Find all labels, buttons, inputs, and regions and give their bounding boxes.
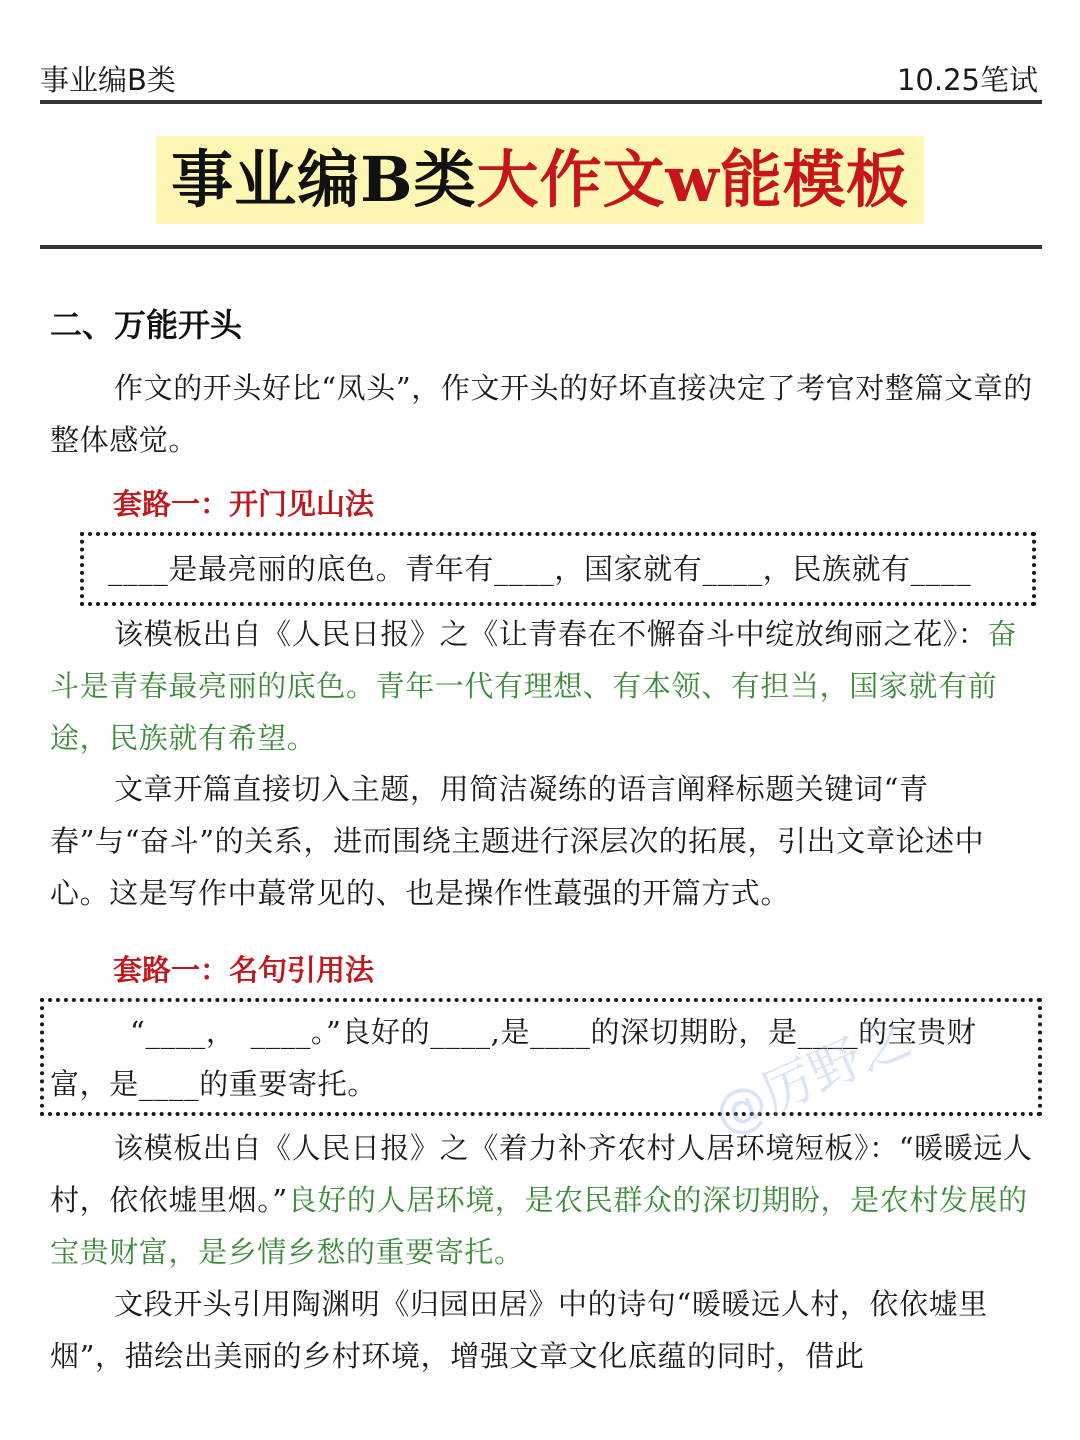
header-right-label: 10.25笔试 — [896, 63, 1038, 97]
route1-template-box — [80, 532, 1036, 606]
route1-source-prefix: 该模板出自《人民日报》之《让青春在不懈奋斗中绽放绚丽之花》： — [114, 617, 988, 651]
route1-analysis: 文章开篇直接切入主题，用简洁凝练的语言阐释标题关键词“青春”与“奋斗”的关系，进而围绕主题进行深层次的拓展，引出文章论述中心。这是写作中蕞常见的、也是操作性蕞强的开篇方式。 — [50, 772, 985, 910]
route2-source-quote: 良好的人居环境，是农民群众的深切期盼，是农村发展的宝贵财富，是乡情乡愁的重要寄托。 — [50, 1183, 1028, 1269]
section-heading: 二、万能开头 — [50, 306, 243, 344]
route2-label: 套路一：名句引用法 — [113, 953, 375, 987]
route2-template-text: “____， ____。”良好的____,是____的深切期盼，是____的宝贵财富，是____的重要寄托。 — [50, 1015, 977, 1101]
page-header — [40, 52, 1042, 100]
route1-template-text: ____是最亮丽的底色。青年有____，国家就有____，民族就有____ — [108, 552, 972, 586]
route2-source-prefix: 该模板出自《人民日报》之《着力补齐农村人居环境短板》：“暖暖远人村，依依墟里烟。” — [50, 1131, 1033, 1217]
header-left-label: 事业编B类 — [40, 63, 176, 97]
title-part-black: 事业编B类 — [171, 143, 477, 216]
title-divider — [40, 245, 1042, 249]
route1-source — [50, 608, 1040, 764]
section-intro: 作文的开头好比“凤头”，作文开头的好坏直接决定了考官对整篇文章的整体感觉。 — [50, 371, 1033, 457]
header-divider — [40, 100, 1042, 104]
watermark: @厉野之 — [705, 1007, 920, 1147]
page-title — [156, 136, 924, 224]
route1-label: 套路一：开门见山法 — [113, 487, 375, 521]
title-part-red: 大作文w能模板 — [476, 143, 909, 216]
route2-analysis: 文段开头引用陶渊明《归园田居》中的诗句“暖暖远人村，依依墟里烟”，描绘出美丽的乡村环境，增强文章文化底蕴的同时，借此 — [50, 1287, 988, 1373]
route1-source-quote: 奋斗是青春最亮丽的底色。青年一代有理想、有本领、有担当，国家就有前途，民族就有希望。 — [50, 617, 1018, 755]
route2-source — [50, 1122, 1040, 1278]
